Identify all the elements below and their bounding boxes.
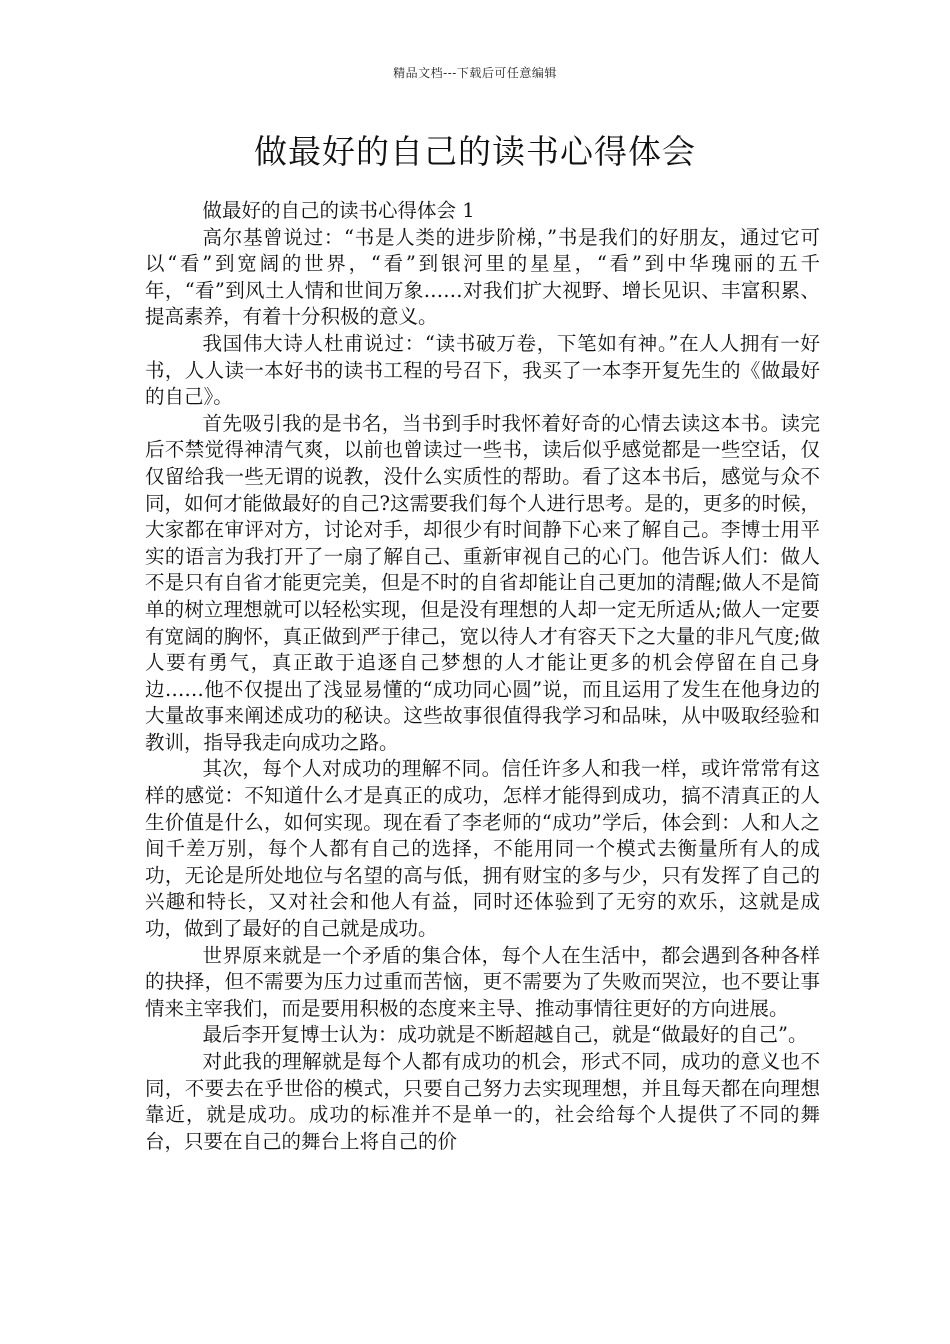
- document-body: [145, 198, 820, 1155]
- paragraph-4: 其次，每个人对成功的理解不同。信任许多人和我一样，或许常常有这样的感觉：不知道什么才是真正的成功，怎样才能得到成功，搞不清真正的人生价值是什么，如何实现。现在看了李老师的“成功”学后，体会到：人和人之间千差万别，每个人都有自己的选择，不能用同一个模式去衡量所有人的成功，无论是所处地位与名望的高与低，拥有财宝的多与少，只有发挥了自己的兴趣和特长，又对社会和他人有益，同时还体验到了无穷的欢乐，这就是成功，做到了最好的自己就是成功。: [145, 757, 820, 941]
- paragraph-5: 世界原来就是一个矛盾的集合体，每个人在生活中，都会遇到各种各样的抉择，但不需要为压力过重而苦恼，更不需要为了失败而哭泣，也不要让事情来主宰我们，而是要用积极的态度来主导、推动事情往更好的方向进展。: [145, 943, 820, 1020]
- section-subtitle: 做最好的自己的读书心得体会 1: [202, 199, 475, 222]
- paragraph-3: 首先吸引我的是书名，当书到手时我怀着好奇的心情去读这本书。读完后不禁觉得神清气爽，以前也曾读过一些书，读后似乎感觉都是一些空话，仅仅留给我一些无谓的说教，没什么实质性的帮助。看了这本书后，感觉与众不同，如何才能做最好的自己?这需要我们每个人进行思考。是的，更多的时候，大家都在审评对方，讨论对手，却很少有时间静下心来了解自己。李博士用平实的语言为我打开了一扇了解自己、重新审视自己的心门。他告诉人们：做人不是只有自省才能更完美，但是不时的自省却能让自己更加的清醒;做人不是简单的树立理想就可以轻松实现，但是没有理想的人却一定无所适从;做人一定要有宽阔的胸怀，真正做到严于律己，宽以待人才有容天下之大量的非凡气度;做人要有勇气，真正敢于追逐自己梦想的人才能让更多的机会停留在自己身边……他不仅提出了浅显易懂的“成功同心圆”说，而且运用了发生在他身边的大量故事来阐述成功的秘诀。这些故事很值得我学习和品味，从中吸取经验和教训，指导我走向成功之路。: [145, 411, 820, 754]
- document-title: 做最好的自己的读书心得体会: [254, 132, 696, 171]
- header-note: 精品文档---下载后可任意编辑: [393, 66, 557, 80]
- paragraph-6: 最后李开复博士认为：成功就是不断超越自己，就是“做最好的自己”。: [202, 1023, 808, 1047]
- paragraph-1: 高尔基曾说过：“书是人类的进步阶梯，”书是我们的好朋友，通过它可以“看”到宽阔的世界，“看”到银河里的星星，“看”到中华瑰丽的五千年，“看”到风土人情和世间万象……对我们扩大视野、增长见识、丰富积累、提高素养，有着十分积极的意义。: [145, 225, 820, 329]
- paragraph-2: 我国伟大诗人杜甫说过：“读书破万卷，下笔如有神。”在人人拥有一好书，人人读一本好书的读书工程的号召下，我买了一本李开复先生的《做最好的自己》。: [145, 331, 820, 409]
- paragraph-7: 对此我的理解就是每个人都有成功的机会，形式不同，成功的意义也不同，不要去在乎世俗的模式，只要自己努力去实现理想，并且每天都在向理想靠近，就是成功。成功的标准并不是单一的，社会给每个人提供了不同的舞台，只要在自己的舞台上将自己的价: [145, 1050, 820, 1153]
